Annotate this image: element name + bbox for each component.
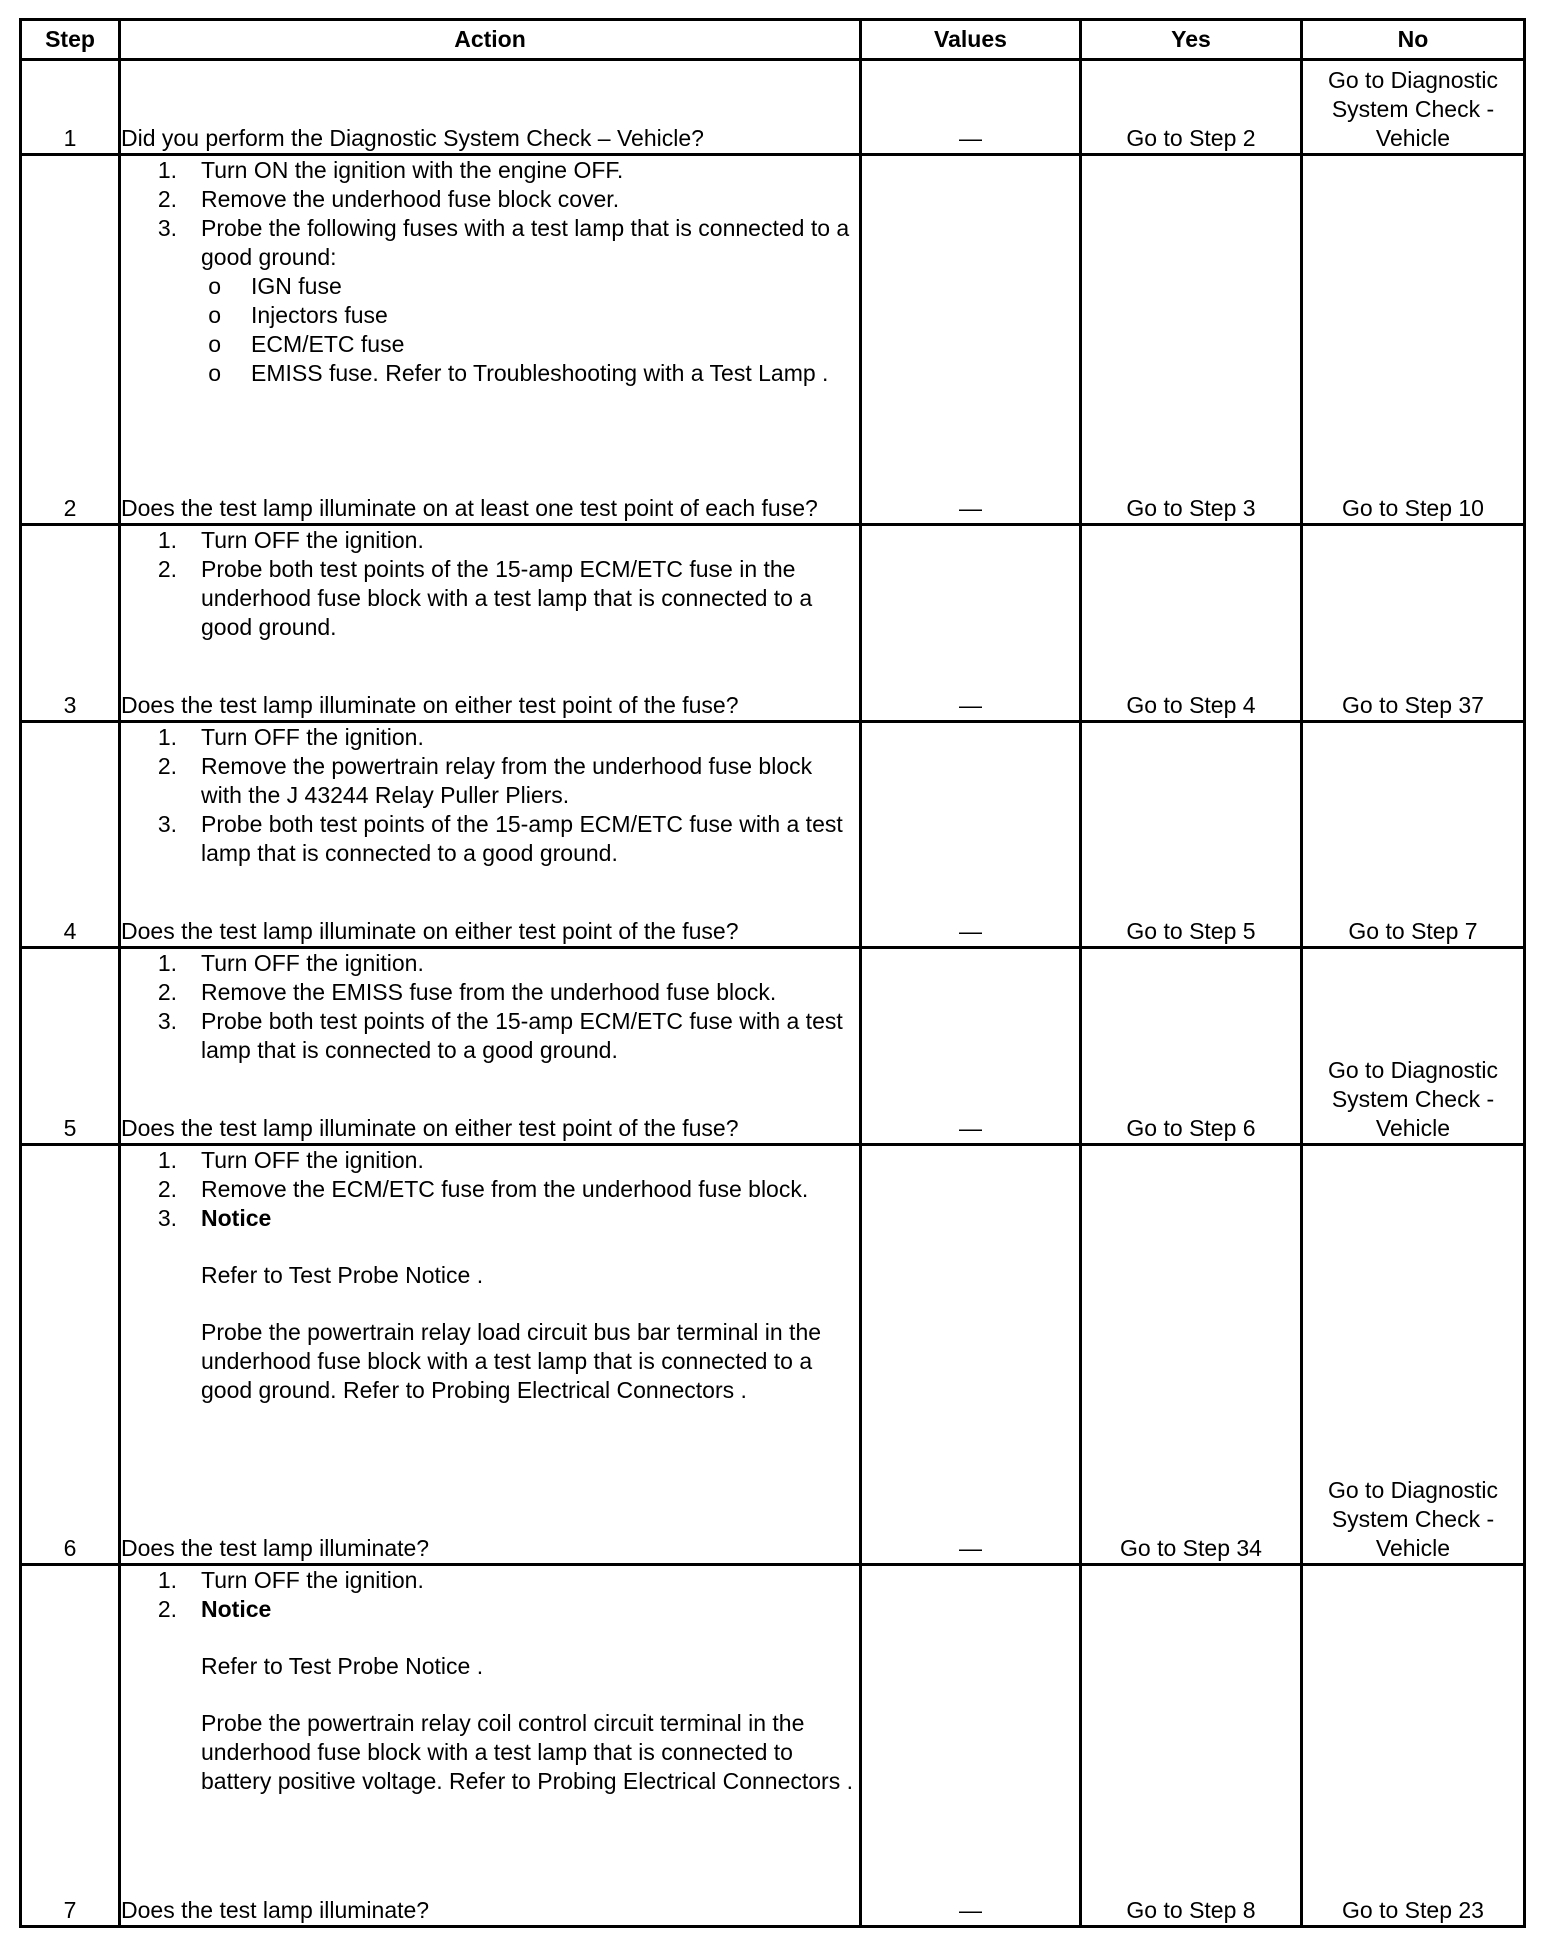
- values-cell: —: [861, 948, 1081, 1145]
- no-action: [1302, 1145, 1525, 1565]
- notice-instruction: Probe the powertrain relay coil control circuit terminal in the underhood fuse block with a test lamp that is connected to battery positive voltage. Refer to Probing Electrical Connectors .: [201, 1710, 853, 1794]
- no-action-line: System Check -: [1331, 1506, 1495, 1532]
- bullet-marker: o: [208, 273, 221, 299]
- action-step-number: 2.: [157, 556, 177, 582]
- action-step: [121, 752, 859, 810]
- action-step-text: Turn OFF the ignition.: [201, 724, 424, 750]
- action-question: Does the test lamp illuminate on either test point of the fuse?: [121, 1115, 739, 1141]
- notice-instruction: Probe the powertrain relay load circuit bus bar terminal in the underhood fuse block with a test lamp that is connected to a good ground. Refer to Probing Electrical Connectors .: [201, 1319, 822, 1403]
- action-content: [121, 61, 859, 153]
- action-step-number: 1.: [157, 950, 177, 976]
- header-no: No: [1302, 20, 1525, 60]
- step-number: 4: [21, 722, 120, 948]
- action-step: [121, 949, 859, 978]
- action-step-text: Remove the underhood fuse block cover.: [201, 186, 620, 212]
- action-step: [121, 214, 859, 272]
- action-step: [121, 555, 859, 642]
- no-action: [1302, 60, 1525, 155]
- no-action-line: Vehicle: [1375, 125, 1451, 151]
- action-step: [121, 723, 859, 752]
- values-cell: —: [861, 525, 1081, 722]
- action-content: [121, 723, 859, 946]
- table-row: [21, 948, 1525, 1145]
- action-question: Does the test lamp illuminate on at least one test point of each fuse?: [121, 495, 818, 521]
- action-step-text: Notice: [201, 1596, 272, 1622]
- table-row: [21, 722, 1525, 948]
- action-step: [121, 1595, 859, 1624]
- action-steps: [121, 1146, 859, 1233]
- action-cell: [120, 1145, 861, 1565]
- no-action-line: Go to Step 37: [1342, 692, 1484, 718]
- fuse-name: Injectors fuse: [251, 302, 388, 328]
- action-step-number: 2.: [157, 186, 177, 212]
- action-step-number: 2.: [157, 753, 177, 779]
- fuse-name: IGN fuse: [251, 273, 342, 299]
- action-step-number: 1.: [157, 724, 177, 750]
- action-question: Does the test lamp illuminate on either test point of the fuse?: [121, 918, 739, 944]
- action-step-text: Remove the ECM/ETC fuse from the underhood fuse block.: [201, 1176, 809, 1202]
- action-question: Does the test lamp illuminate on either test point of the fuse?: [121, 692, 739, 718]
- action-step-text: Turn OFF the ignition.: [201, 950, 424, 976]
- values-cell: —: [861, 155, 1081, 525]
- action-steps: [121, 526, 859, 642]
- action-step: [121, 1566, 859, 1595]
- no-action-line: Go to Step 10: [1342, 495, 1484, 521]
- bullet-marker: o: [208, 360, 221, 386]
- table-row: [21, 525, 1525, 722]
- action-cell: [120, 948, 861, 1145]
- yes-action: Go to Step 5: [1081, 722, 1302, 948]
- action-steps: [121, 723, 859, 868]
- no-action-line: System Check -: [1331, 1086, 1495, 1112]
- action-content: [121, 949, 859, 1143]
- notice-reference: Refer to Test Probe Notice .: [201, 1653, 484, 1679]
- action-step-number: 1.: [157, 1147, 177, 1173]
- fuse-list-item: [121, 301, 859, 330]
- fuse-list: [121, 272, 859, 388]
- action-step-text: Notice: [201, 1205, 272, 1231]
- action-cell: [120, 60, 861, 155]
- values-cell: —: [861, 1565, 1081, 1927]
- action-question: Does the test lamp illuminate?: [121, 1535, 430, 1561]
- yes-action: Go to Step 6: [1081, 948, 1302, 1145]
- action-step: [121, 185, 859, 214]
- action-step-number: 3.: [157, 1205, 177, 1231]
- fuse-list-item: [121, 272, 859, 301]
- action-step-text: Turn OFF the ignition.: [201, 1567, 424, 1593]
- action-step-number: 1.: [157, 527, 177, 553]
- no-action-line: Go to Diagnostic: [1327, 67, 1499, 93]
- action-step-number: 2.: [157, 979, 177, 1005]
- yes-action: Go to Step 2: [1081, 60, 1302, 155]
- notice-reference: Refer to Test Probe Notice .: [201, 1262, 484, 1288]
- table-row: [21, 1145, 1525, 1565]
- header-step: Step: [21, 20, 120, 60]
- step-number: 5: [21, 948, 120, 1145]
- fuse-list-item: [121, 330, 859, 359]
- action-step-text: Remove the powertrain relay from the underhood fuse block with the J 43244 Relay Puller Pliers.: [201, 753, 813, 808]
- action-step-text: Turn ON the ignition with the engine OFF.: [201, 157, 624, 183]
- action-steps: [121, 1566, 859, 1624]
- action-step: [121, 1007, 859, 1065]
- table-row: [21, 155, 1525, 525]
- action-step-text: Probe both test points of the 15-amp ECM/ETC fuse with a test lamp that is connected to a good ground.: [201, 1008, 843, 1063]
- no-action: [1302, 1565, 1525, 1927]
- no-action-line: Go to Step 7: [1348, 918, 1478, 944]
- action-content: [121, 1146, 859, 1563]
- yes-action: Go to Step 34: [1081, 1145, 1302, 1565]
- step-number: 1: [21, 60, 120, 155]
- no-action: [1302, 948, 1525, 1145]
- action-step: [121, 1204, 859, 1233]
- no-action-line: Go to Step 23: [1342, 1897, 1484, 1923]
- no-action-line: System Check -: [1331, 96, 1495, 122]
- action-step: [121, 978, 859, 1007]
- fuse-name: ECM/ETC fuse: [251, 331, 405, 357]
- action-question: Does the test lamp illuminate?: [121, 1897, 430, 1923]
- no-action: [1302, 525, 1525, 722]
- action-step-text: Probe both test points of the 15-amp ECM/ETC fuse with a test lamp that is connected to a good ground.: [201, 811, 843, 866]
- action-step-number: 2.: [157, 1596, 177, 1622]
- bullet-marker: o: [208, 331, 221, 357]
- action-content: [121, 1566, 859, 1925]
- action-step: [121, 526, 859, 555]
- action-step-number: 3.: [157, 811, 177, 837]
- fuse-list-item: [121, 359, 859, 388]
- action-cell: [120, 722, 861, 948]
- action-step-text: Probe both test points of the 15-amp ECM/ETC fuse in the underhood fuse block with a test lamp that is connected to a good ground.: [201, 556, 813, 640]
- action-question: Did you perform the Diagnostic System Check – Vehicle?: [121, 125, 704, 151]
- yes-action: Go to Step 4: [1081, 525, 1302, 722]
- bullet-marker: o: [208, 302, 221, 328]
- action-step-number: 3.: [157, 1008, 177, 1034]
- action-content: [121, 526, 859, 720]
- action-step-text: Turn OFF the ignition.: [201, 1147, 424, 1173]
- no-action-line: Go to Diagnostic: [1327, 1057, 1499, 1083]
- no-action-line: Vehicle: [1375, 1535, 1451, 1561]
- step-number: 3: [21, 525, 120, 722]
- no-action-line: Go to Diagnostic: [1327, 1477, 1499, 1503]
- step-number: 6: [21, 1145, 120, 1565]
- action-step: [121, 156, 859, 185]
- diagnostic-table: [19, 18, 1526, 1928]
- action-step-number: 3.: [157, 215, 177, 241]
- action-step: [121, 1175, 859, 1204]
- action-step: [121, 810, 859, 868]
- no-action: [1302, 722, 1525, 948]
- action-cell: [120, 155, 861, 525]
- header-yes: Yes: [1081, 20, 1302, 60]
- action-cell: [120, 525, 861, 722]
- values-cell: —: [861, 1145, 1081, 1565]
- values-cell: —: [861, 722, 1081, 948]
- action-step-text: Remove the EMISS fuse from the underhood fuse block.: [201, 979, 777, 1005]
- action-steps: [121, 949, 859, 1065]
- table-row: [21, 60, 1525, 155]
- no-action: [1302, 155, 1525, 525]
- header-row: [21, 20, 1525, 60]
- action-cell: [120, 1565, 861, 1927]
- action-step: [121, 1146, 859, 1175]
- action-step-number: 2.: [157, 1176, 177, 1202]
- header-values: Values: [861, 20, 1081, 60]
- no-action-line: Vehicle: [1375, 1115, 1451, 1141]
- action-step-number: 1.: [157, 1567, 177, 1593]
- action-step-text: Probe the following fuses with a test lamp that is connected to a good ground:: [201, 215, 850, 270]
- header-action: Action: [120, 20, 861, 60]
- yes-action: Go to Step 8: [1081, 1565, 1302, 1927]
- action-steps: [121, 156, 859, 272]
- action-step-number: 1.: [157, 157, 177, 183]
- step-number: 2: [21, 155, 120, 525]
- table-row: [21, 1565, 1525, 1927]
- fuse-name: EMISS fuse. Refer to Troubleshooting with a Test Lamp .: [251, 360, 829, 386]
- action-content: [121, 156, 859, 523]
- yes-action: Go to Step 3: [1081, 155, 1302, 525]
- step-number: 7: [21, 1565, 120, 1927]
- action-step-text: Turn OFF the ignition.: [201, 527, 424, 553]
- values-cell: —: [861, 60, 1081, 155]
